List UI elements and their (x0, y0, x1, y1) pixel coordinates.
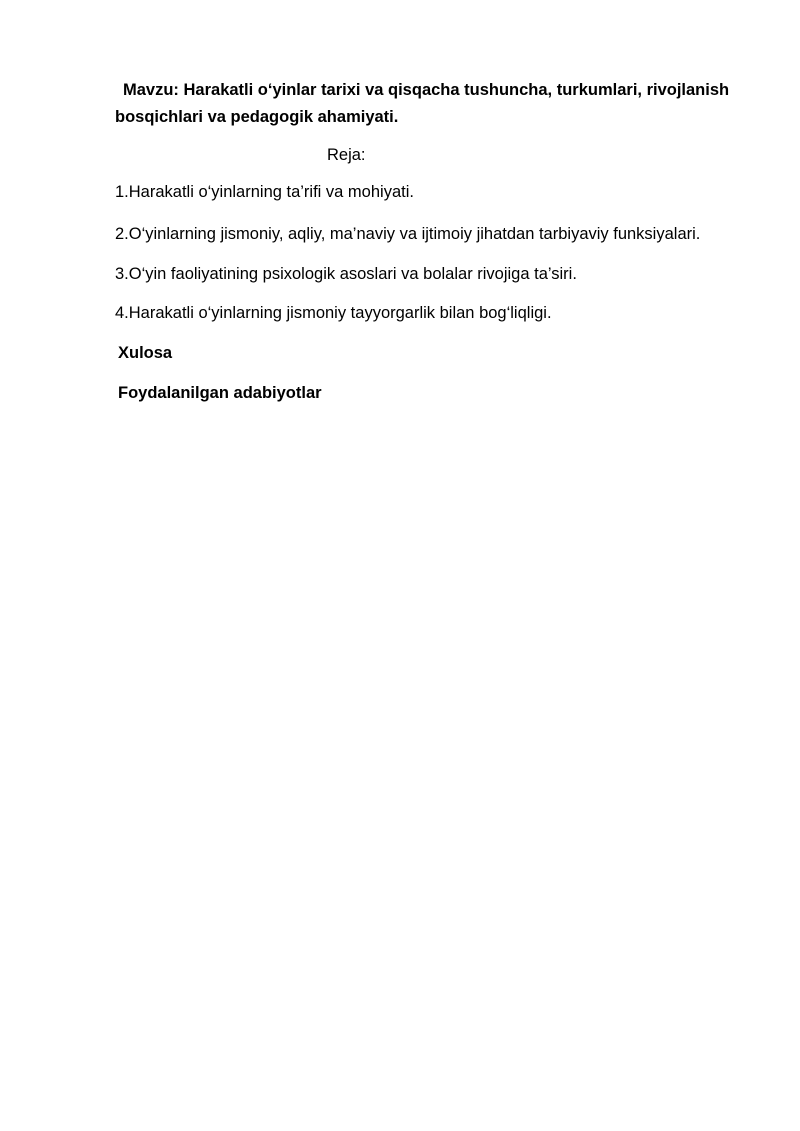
document-title: Mavzu: Harakatli o‘yinlar tarixi va qisqacha tushuncha, turkumlari, rivojlanish bosqichlari va pedagogik ahamiyati. (115, 81, 730, 126)
plan-heading: Reja: (327, 146, 366, 164)
conclusion-heading: Xulosa (118, 344, 173, 362)
plan-item-4: 4.Harakatli o‘yinlarning jismoniy tayyorgarlik bilan bog‘liqligi. (115, 304, 552, 322)
references-heading: Foydalanilgan adabiyotlar (118, 384, 322, 402)
plan-item-3: 3.O‘yin faoliyatining psixologik asoslari va bolalar rivojiga ta’siri. (115, 265, 577, 283)
plan-item-1: 1.Harakatli o‘yinlarning ta’rifi va mohiyati. (115, 183, 414, 201)
plan-item-2: 2.O‘yinlarning jismoniy, aqliy, ma’naviy va ijtimoiy jihatdan tarbiyaviy funksiyalari. (115, 225, 701, 243)
